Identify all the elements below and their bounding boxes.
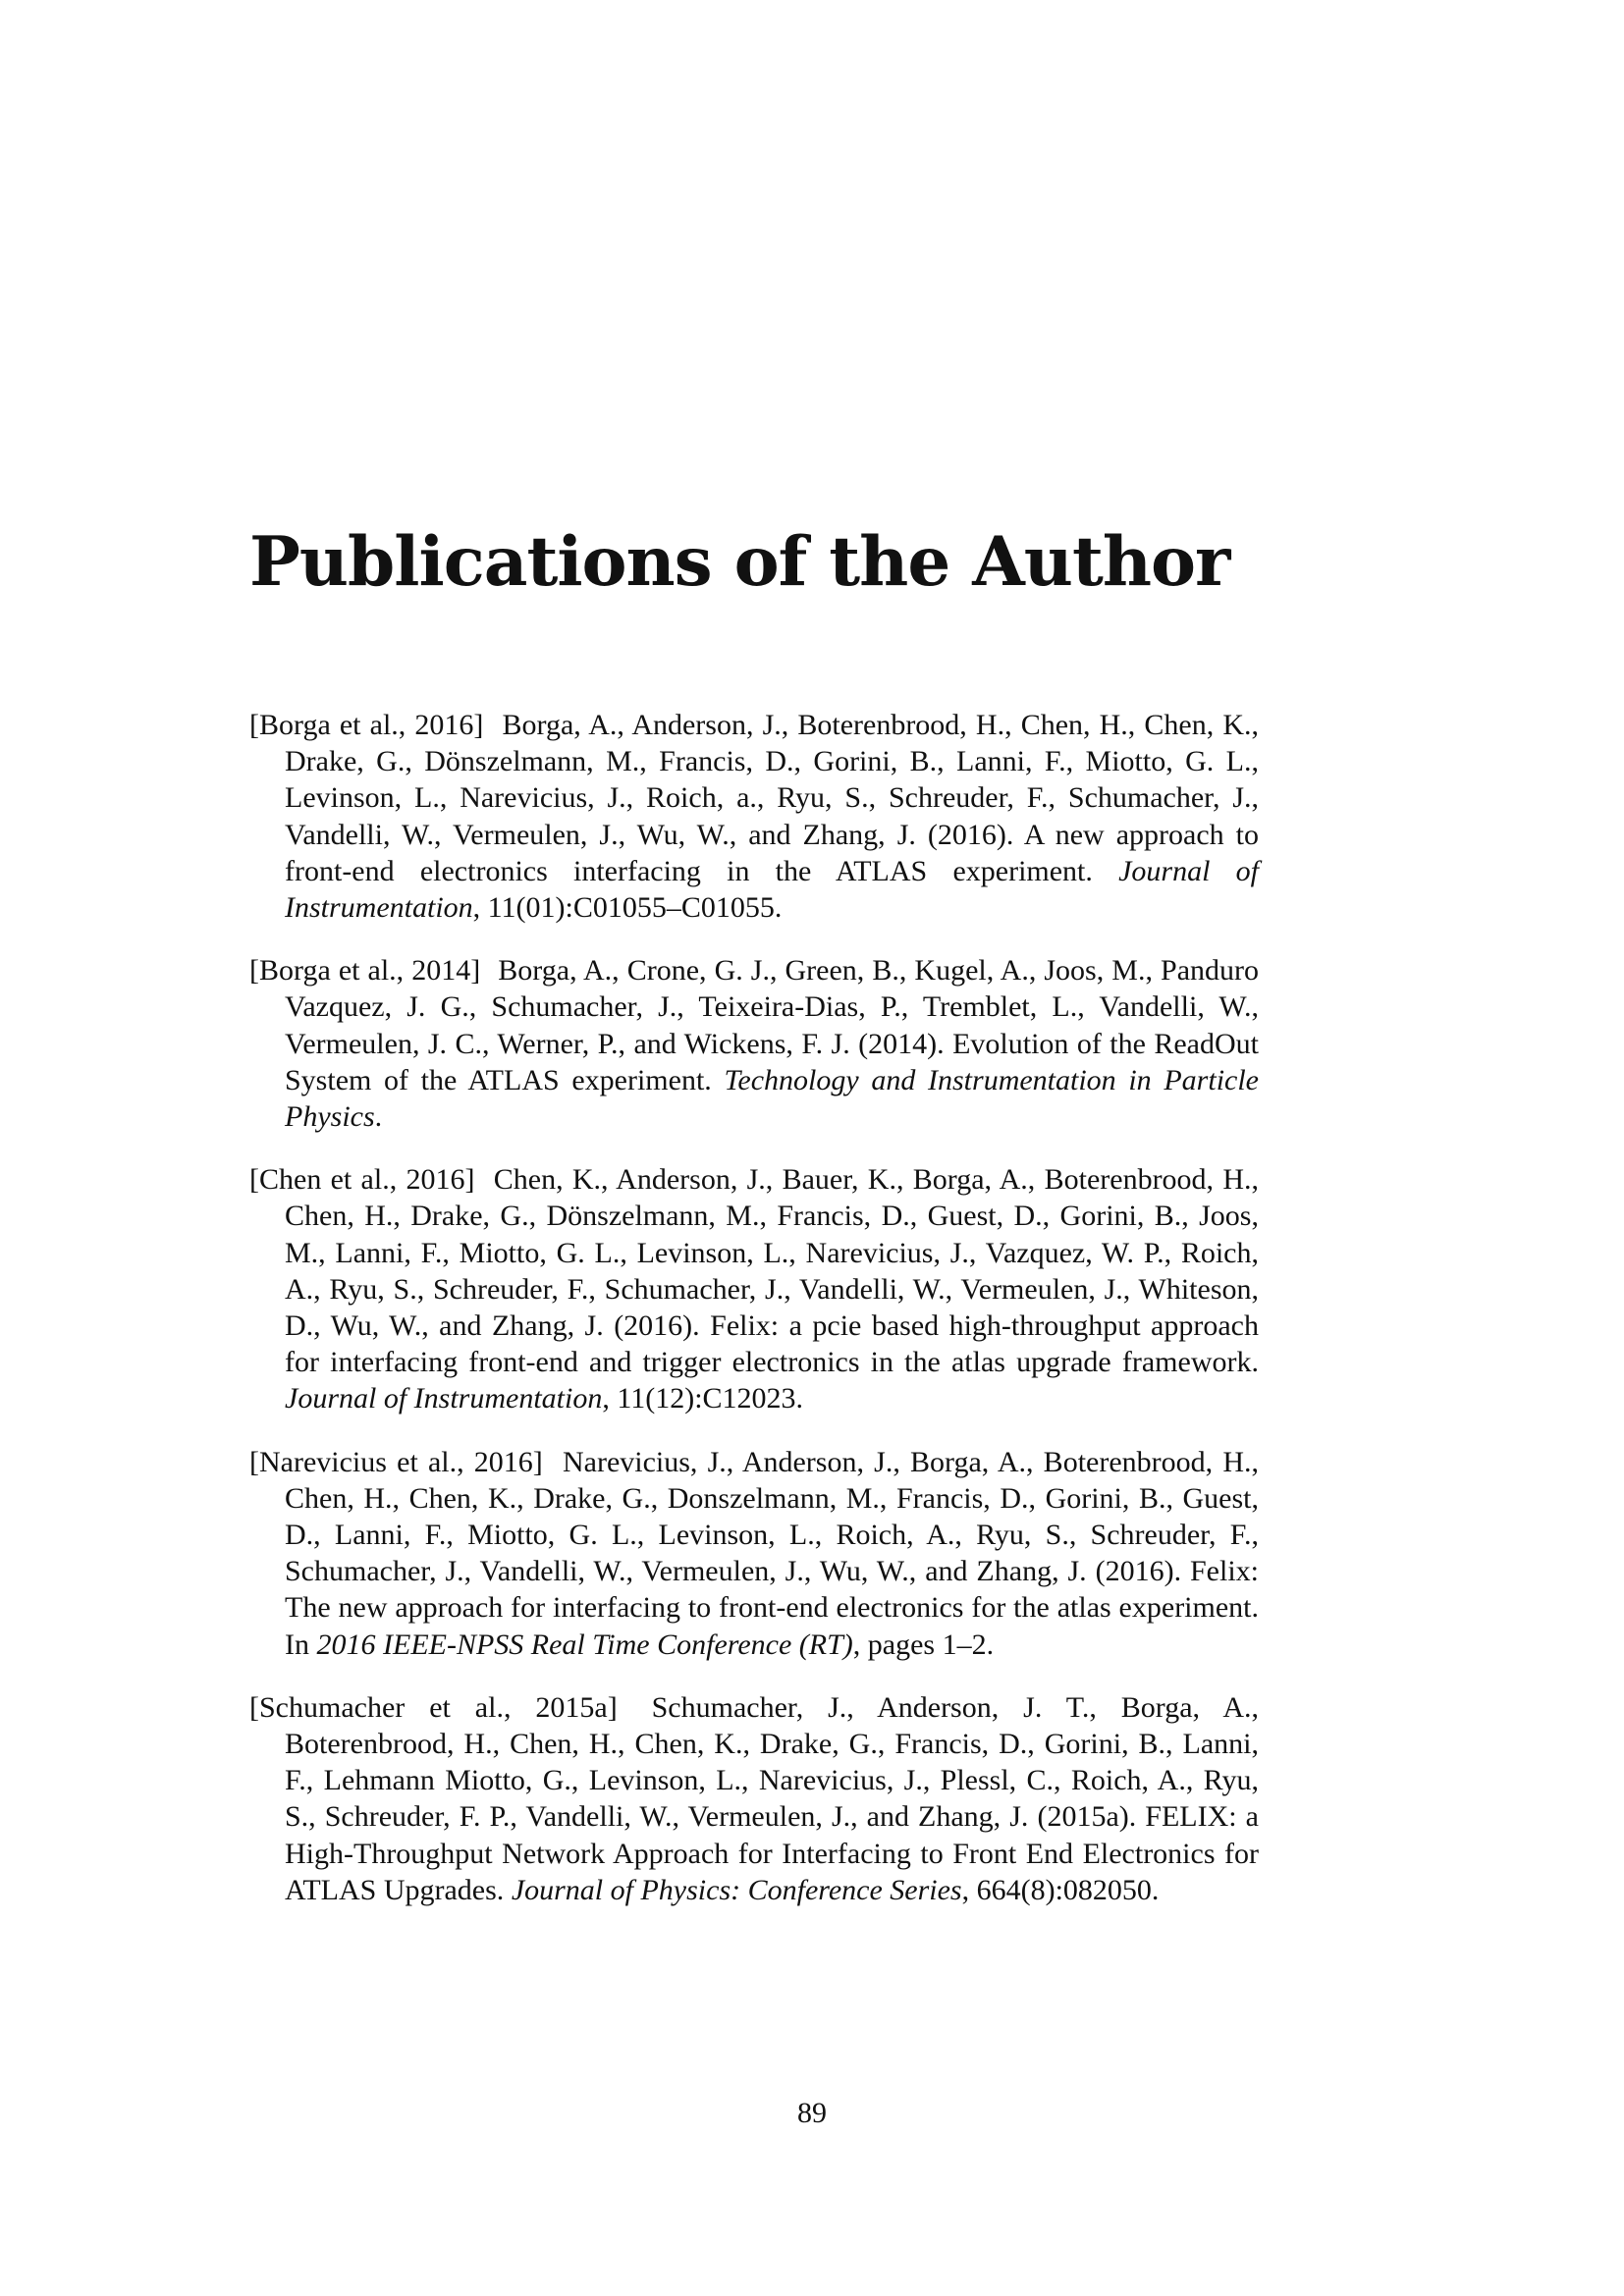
reference-text: Borga, A., Crone, G. J., Green, B., Kugel, A., Joos, M., Panduro Vazquez, J. G., Schumacher, J., Teixeira-Dias, P., Tremblet, L., Vandelli, W., Vermeulen, J. C., Werner, P., and Wickens, F. J. (2014). Evolution of the ReadOut System of the ATLAS experiment. [285, 954, 1260, 1096]
reference-publication-details: , 11(12):C12023. [602, 1382, 804, 1415]
bibliography-entry [249, 952, 1259, 1135]
citation-key: [Narevicius et al., 2016] [249, 1445, 543, 1478]
reference-publication-details: . [374, 1100, 383, 1134]
bibliography-entry [249, 1161, 1259, 1416]
bibliography-list [249, 707, 1259, 1935]
reference-publication-details: , 664(8):082050. [961, 1873, 1160, 1906]
reference-venue: Journal of Instrumentation [285, 854, 1259, 925]
reference-publication-details: , pages 1–2. [852, 1628, 995, 1661]
reference-venue: Journal of Instrumentation [285, 1382, 603, 1415]
bibliography-entry [249, 707, 1259, 926]
bibliography-entry [249, 1689, 1259, 1908]
reference-venue: Journal of Physics: Conference Series [511, 1873, 962, 1906]
reference-text: Narevicius, J., Anderson, J., Borga, A., Boterenbrood, H., Chen, H., Chen, K., Drake, G., Donszelmann, M., Francis, D., Gorini, B., Guest, D., Lanni, F., Miotto, G. L., Levinson, L., Roich, A., Ryu, S., Schreuder, F., Schumacher, J., Vandelli, W., Vermeulen, J., Wu, W., and Zhang, J. (2016). Felix: The new approach for interfacing to front-end electronics for the atlas experiment. In [285, 1445, 1259, 1661]
citation-key: [Borga et al., 2014] [249, 954, 481, 988]
citation-key: [Chen et al., 2016] [249, 1163, 475, 1197]
citation-key: [Borga et al., 2016] [249, 709, 484, 741]
bibliography-entry [249, 1444, 1259, 1663]
reference-text: Schumacher, J., Anderson, J. T., Borga, A., Boterenbrood, H., Chen, H., Chen, K., Drake, G., Francis, D., Gorini, B., Lanni, F., Lehmann Miotto, G., Levinson, L., Narevicius, J., Plessl, C., Roich, A., Ryu, S., Schreuder, F. P., Vandelli, W., Vermeulen, J., and Zhang, J. (2015a). FELIX: a High-Throughput Network Approach for Interfacing to Front End Electronics for ATLAS Upgrades. [285, 1690, 1259, 1906]
citation-key: [Schumacher et al., 2015a] [249, 1690, 618, 1724]
reference-venue: 2016 IEEE-NPSS Real Time Conference (RT) [316, 1628, 853, 1661]
page-number: 89 [797, 2097, 827, 2129]
chapter-title: Publications of the Author [249, 522, 1230, 602]
reference-publication-details: , 11(01):C01055–C01055. [472, 891, 783, 925]
reference-text: Chen, K., Anderson, J., Bauer, K., Borga, A., Boterenbrood, H., Chen, H., Drake, G., Dönszelmann, M., Francis, D., Guest, D., Gorini, B., Joos, M., Lanni, F., Miotto, G. L., Levinson, L., Narevicius, J., Vazquez, W. P., Roich, A., Ryu, S., Schreuder, F., Schumacher, J., Vandelli, W., Vermeulen, J., Whiteson, D., Wu, W., and Zhang, J. (2016). Felix: a pcie based high-throughput approach for interfacing front-end and trigger electronics in the atlas upgrade framework. [285, 1163, 1260, 1379]
reference-text: Borga, A., Anderson, J., Boterenbrood, H., Chen, H., Chen, K., Drake, G., Dönszelmann, M., Francis, D., Gorini, B., Lanni, F., Miotto, G. L., Levinson, L., Narevicius, J., Roich, a., Ryu, S., Schreuder, F., Schumacher, J., Vandelli, W., Vermeulen, J., Wu, W., and Zhang, J. (2016). A new approach to front-end electronics interfacing in the ATLAS experiment. [285, 709, 1259, 887]
reference-venue: Technology and Instrumentation in Particle Physics [285, 1063, 1259, 1134]
